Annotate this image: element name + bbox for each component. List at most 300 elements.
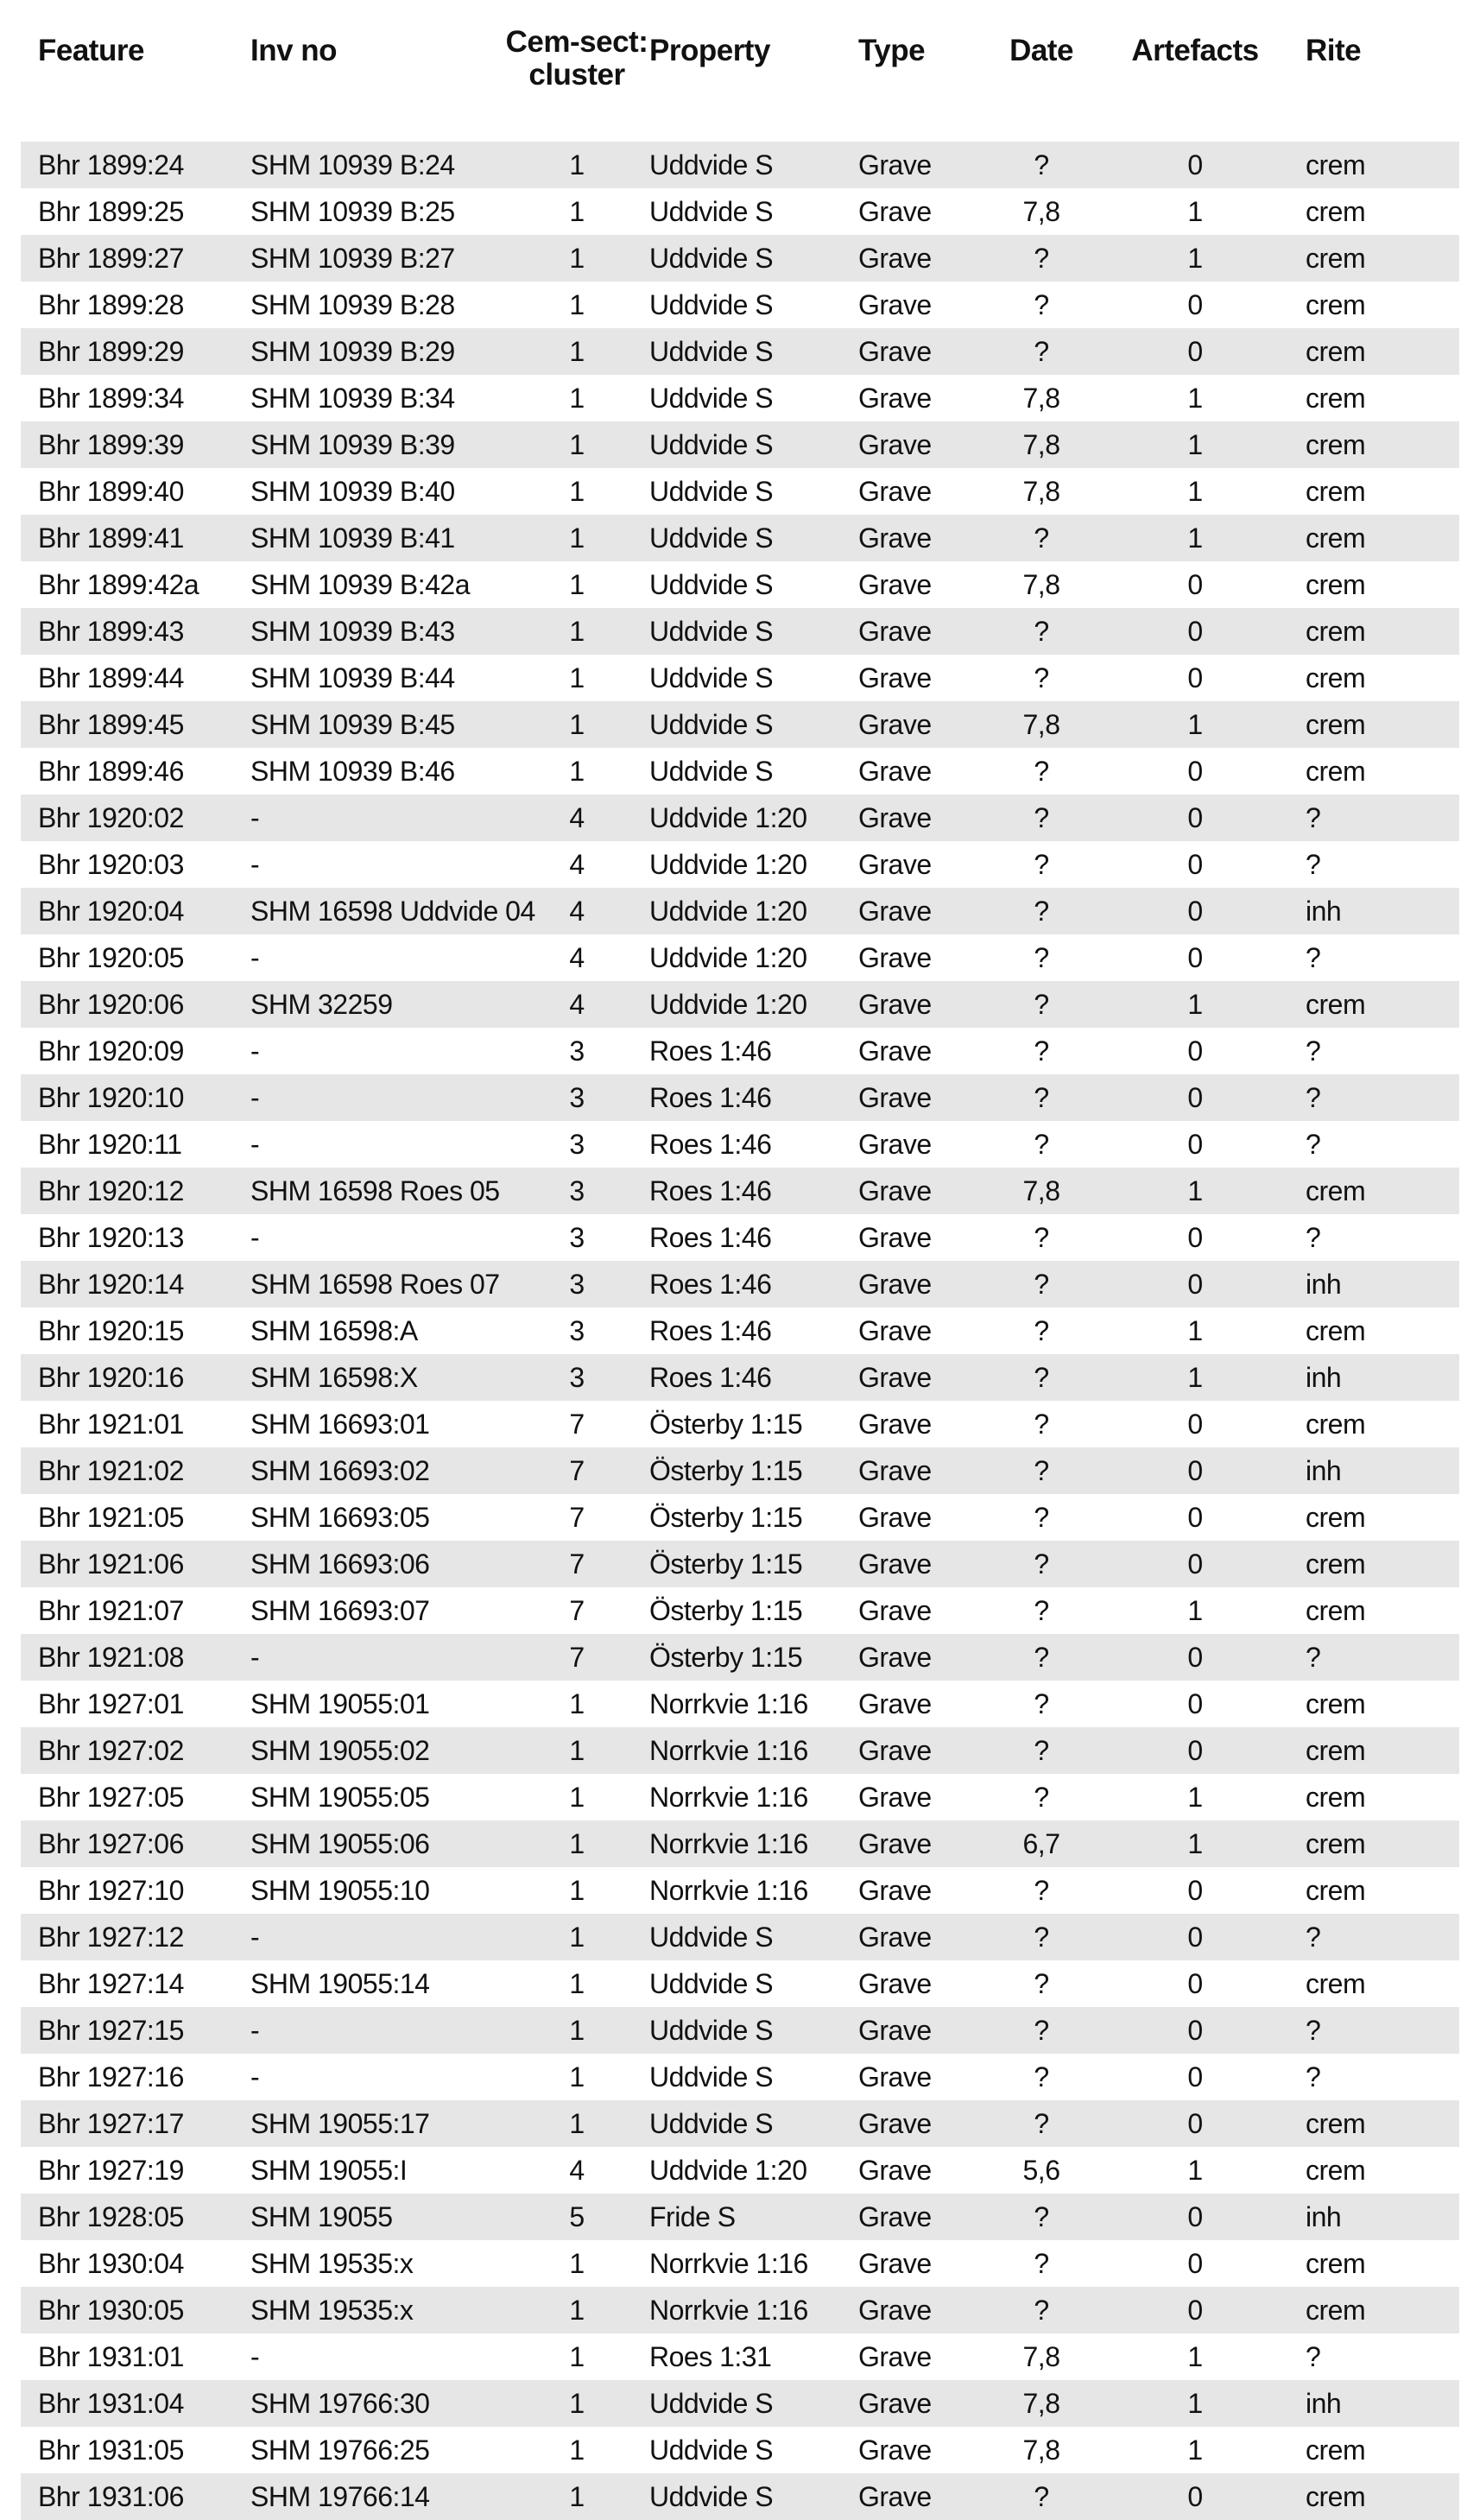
cell-inv-no: SHM 10939 B:40 [233, 468, 504, 515]
table-row [21, 1214, 1459, 1261]
cell-rite: ? [1288, 841, 1459, 888]
cell-feature: Bhr 1920:12 [21, 1168, 233, 1214]
table-row [21, 1914, 1459, 1960]
cell-rite: ? [1288, 1214, 1459, 1261]
grave-features-table [21, 0, 1459, 2520]
table-row [21, 2100, 1459, 2147]
cell-type: Grave [841, 282, 981, 328]
cell-feature: Bhr 1899:24 [21, 142, 233, 188]
cell-inv-no: SHM 16693:01 [233, 1401, 504, 1447]
cell-cem-sect-cluster: 1 [504, 2287, 649, 2333]
cell-inv-no: SHM 16693:07 [233, 1587, 504, 1634]
cell-cem-sect-cluster: 3 [504, 1214, 649, 1261]
cell-date: ? [981, 2240, 1102, 2287]
cell-inv-no: SHM 19766:14 [233, 2473, 504, 2520]
cell-type: Grave [841, 701, 981, 748]
cell-artefacts: 0 [1102, 1541, 1288, 1587]
cell-date: 7,8 [981, 2333, 1102, 2380]
cell-date: ? [981, 1727, 1102, 1774]
cell-inv-no: SHM 10939 B:29 [233, 328, 504, 375]
cell-artefacts: 0 [1102, 2194, 1288, 2240]
cell-inv-no: - [233, 1634, 504, 1681]
table-row [21, 2054, 1459, 2100]
cell-feature: Bhr 1921:01 [21, 1401, 233, 1447]
cell-rite: crem [1288, 2287, 1459, 2333]
cell-date: ? [981, 1634, 1102, 1681]
cell-type: Grave [841, 2427, 981, 2473]
cell-rite: crem [1288, 1727, 1459, 1774]
cell-date: ? [981, 748, 1102, 795]
cell-feature: Bhr 1920:13 [21, 1214, 233, 1261]
cell-property: Uddvide S [649, 235, 841, 282]
cell-artefacts: 0 [1102, 1634, 1288, 1681]
cell-inv-no: SHM 19055:17 [233, 2100, 504, 2147]
table-row [21, 1774, 1459, 1820]
cell-artefacts: 1 [1102, 2380, 1288, 2427]
cell-type: Grave [841, 515, 981, 561]
cell-type: Grave [841, 561, 981, 608]
table-row [21, 2427, 1459, 2473]
cell-rite: crem [1288, 468, 1459, 515]
cell-inv-no: SHM 10939 B:27 [233, 235, 504, 282]
cell-artefacts: 0 [1102, 748, 1288, 795]
table-row [21, 608, 1459, 655]
cell-type: Grave [841, 2100, 981, 2147]
cell-feature: Bhr 1920:03 [21, 841, 233, 888]
cell-artefacts: 1 [1102, 1354, 1288, 1401]
table-row [21, 1401, 1459, 1447]
cell-feature: Bhr 1928:05 [21, 2194, 233, 2240]
cell-type: Grave [841, 2333, 981, 2380]
cell-date: ? [981, 1867, 1102, 1914]
table-row [21, 1494, 1459, 1541]
cell-rite: crem [1288, 608, 1459, 655]
cell-artefacts: 0 [1102, 2240, 1288, 2287]
cell-feature: Bhr 1920:06 [21, 981, 233, 1028]
cell-artefacts: 1 [1102, 1168, 1288, 1214]
cell-rite: crem [1288, 2473, 1459, 2520]
cell-rite: inh [1288, 1354, 1459, 1401]
cell-inv-no: - [233, 1074, 504, 1121]
cell-rite: ? [1288, 1914, 1459, 1960]
cell-feature: Bhr 1899:45 [21, 701, 233, 748]
cell-date: ? [981, 1541, 1102, 1587]
table-row [21, 981, 1459, 1028]
header-rite: Rite [1306, 34, 1362, 67]
cell-type: Grave [841, 468, 981, 515]
cell-feature: Bhr 1899:34 [21, 375, 233, 421]
cell-type: Grave [841, 2380, 981, 2427]
cell-artefacts: 1 [1102, 2427, 1288, 2473]
cell-type: Grave [841, 2007, 981, 2054]
cell-rite: ? [1288, 2333, 1459, 2380]
cell-artefacts: 0 [1102, 2473, 1288, 2520]
cell-cem-sect-cluster: 1 [504, 2100, 649, 2147]
cell-property: Uddvide 1:20 [649, 888, 841, 934]
cell-feature: Bhr 1930:04 [21, 2240, 233, 2287]
cell-inv-no: - [233, 1028, 504, 1074]
table-row [21, 468, 1459, 515]
cell-property: Roes 1:46 [649, 1074, 841, 1121]
cell-rite: ? [1288, 1121, 1459, 1168]
cell-rite: crem [1288, 981, 1459, 1028]
cell-date: ? [981, 2194, 1102, 2240]
cell-property: Norrkvie 1:16 [649, 1867, 841, 1914]
cell-type: Grave [841, 1168, 981, 1214]
cell-feature: Bhr 1921:05 [21, 1494, 233, 1541]
cell-date: ? [981, 1447, 1102, 1494]
cell-cem-sect-cluster: 7 [504, 1634, 649, 1681]
cell-rite: crem [1288, 328, 1459, 375]
cell-property: Uddvide S [649, 2054, 841, 2100]
cell-cem-sect-cluster: 1 [504, 1914, 649, 1960]
cell-inv-no: SHM 16598:X [233, 1354, 504, 1401]
cell-artefacts: 0 [1102, 1914, 1288, 1960]
table-row [21, 934, 1459, 981]
table-row [21, 2473, 1459, 2520]
cell-inv-no: SHM 19535:x [233, 2240, 504, 2287]
table-row [21, 2287, 1459, 2333]
cell-feature: Bhr 1899:39 [21, 421, 233, 468]
cell-artefacts: 1 [1102, 235, 1288, 282]
cell-inv-no: SHM 10939 B:41 [233, 515, 504, 561]
cell-cem-sect-cluster: 1 [504, 1727, 649, 1774]
cell-feature: Bhr 1931:06 [21, 2473, 233, 2520]
cell-inv-no: SHM 16693:06 [233, 1541, 504, 1587]
cell-type: Grave [841, 1494, 981, 1541]
cell-date: ? [981, 1121, 1102, 1168]
cell-date: ? [981, 2007, 1102, 2054]
cell-inv-no: - [233, 795, 504, 841]
cell-feature: Bhr 1899:27 [21, 235, 233, 282]
cell-cem-sect-cluster: 1 [504, 655, 649, 701]
cell-type: Grave [841, 2147, 981, 2194]
cell-property: Uddvide S [649, 375, 841, 421]
cell-date: 7,8 [981, 2380, 1102, 2427]
cell-property: Uddvide S [649, 188, 841, 235]
cell-date: ? [981, 841, 1102, 888]
cell-cem-sect-cluster: 1 [504, 1867, 649, 1914]
cell-property: Uddvide S [649, 2427, 841, 2473]
table-row [21, 421, 1459, 468]
table-row [21, 1634, 1459, 1681]
cell-property: Österby 1:15 [649, 1401, 841, 1447]
cell-rite: crem [1288, 1307, 1459, 1354]
cell-date: ? [981, 1307, 1102, 1354]
cell-feature: Bhr 1920:02 [21, 795, 233, 841]
cell-cem-sect-cluster: 1 [504, 282, 649, 328]
cell-date: ? [981, 2054, 1102, 2100]
cell-property: Österby 1:15 [649, 1494, 841, 1541]
table-row [21, 1354, 1459, 1401]
cell-cem-sect-cluster: 1 [504, 1774, 649, 1820]
cell-cem-sect-cluster: 4 [504, 2147, 649, 2194]
cell-feature: Bhr 1920:16 [21, 1354, 233, 1401]
table-row [21, 2007, 1459, 2054]
cell-cem-sect-cluster: 4 [504, 841, 649, 888]
cell-property: Uddvide S [649, 655, 841, 701]
table-row [21, 2333, 1459, 2380]
cell-type: Grave [841, 1214, 981, 1261]
table-row [21, 235, 1459, 282]
cell-artefacts: 1 [1102, 468, 1288, 515]
cell-rite: crem [1288, 2240, 1459, 2287]
cell-inv-no: - [233, 2007, 504, 2054]
cell-inv-no: SHM 19055:10 [233, 1867, 504, 1914]
cell-feature: Bhr 1927:16 [21, 2054, 233, 2100]
cell-date: ? [981, 328, 1102, 375]
cell-inv-no: SHM 19055:02 [233, 1727, 504, 1774]
cell-feature: Bhr 1920:11 [21, 1121, 233, 1168]
cell-property: Uddvide 1:20 [649, 795, 841, 841]
cell-property: Uddvide S [649, 2380, 841, 2427]
cell-inv-no: SHM 19766:25 [233, 2427, 504, 2473]
cell-inv-no: SHM 19055:14 [233, 1960, 504, 2007]
cell-type: Grave [841, 1121, 981, 1168]
cell-artefacts: 0 [1102, 1960, 1288, 2007]
cell-type: Grave [841, 1028, 981, 1074]
cell-date: ? [981, 1261, 1102, 1307]
cell-rite: inh [1288, 2194, 1459, 2240]
cell-cem-sect-cluster: 7 [504, 1447, 649, 1494]
cell-feature: Bhr 1927:17 [21, 2100, 233, 2147]
cell-inv-no: SHM 19055:05 [233, 1774, 504, 1820]
cell-cem-sect-cluster: 1 [504, 561, 649, 608]
cell-type: Grave [841, 608, 981, 655]
cell-date: ? [981, 2473, 1102, 2520]
cell-artefacts: 1 [1102, 1587, 1288, 1634]
table-header [21, 0, 1459, 142]
cell-feature: Bhr 1930:05 [21, 2287, 233, 2333]
cell-date: ? [981, 2100, 1102, 2147]
cell-rite: inh [1288, 1447, 1459, 1494]
cell-inv-no: SHM 10939 B:44 [233, 655, 504, 701]
cell-type: Grave [841, 1307, 981, 1354]
cell-property: Österby 1:15 [649, 1541, 841, 1587]
cell-feature: Bhr 1921:08 [21, 1634, 233, 1681]
cell-property: Norrkvie 1:16 [649, 1681, 841, 1727]
cell-rite: inh [1288, 888, 1459, 934]
cell-cem-sect-cluster: 7 [504, 1401, 649, 1447]
table-row [21, 1168, 1459, 1214]
cell-type: Grave [841, 328, 981, 375]
table-row [21, 701, 1459, 748]
cell-artefacts: 0 [1102, 1214, 1288, 1261]
cell-date: ? [981, 235, 1102, 282]
cell-inv-no: - [233, 1121, 504, 1168]
header-type: Type [858, 34, 926, 67]
cell-date: ? [981, 934, 1102, 981]
cell-artefacts: 1 [1102, 2333, 1288, 2380]
cell-type: Grave [841, 1727, 981, 1774]
cell-date: 7,8 [981, 468, 1102, 515]
table-row [21, 655, 1459, 701]
cell-artefacts: 0 [1102, 1867, 1288, 1914]
cell-property: Uddvide 1:20 [649, 934, 841, 981]
cell-artefacts: 1 [1102, 701, 1288, 748]
cell-inv-no: SHM 10939 B:28 [233, 282, 504, 328]
cell-feature: Bhr 1931:05 [21, 2427, 233, 2473]
cell-rite: ? [1288, 1028, 1459, 1074]
cell-cem-sect-cluster: 7 [504, 1587, 649, 1634]
cell-cem-sect-cluster: 1 [504, 2427, 649, 2473]
cell-feature: Bhr 1899:43 [21, 608, 233, 655]
cell-type: Grave [841, 2473, 981, 2520]
cell-feature: Bhr 1931:04 [21, 2380, 233, 2427]
cell-date: ? [981, 1401, 1102, 1447]
cell-date: ? [981, 981, 1102, 1028]
cell-rite: crem [1288, 1541, 1459, 1587]
cell-cem-sect-cluster: 1 [504, 235, 649, 282]
table-row [21, 841, 1459, 888]
cell-date: ? [981, 1960, 1102, 2007]
cell-cem-sect-cluster: 1 [504, 2054, 649, 2100]
document-page [21, 0, 1459, 2512]
cell-feature: Bhr 1899:41 [21, 515, 233, 561]
cell-property: Roes 1:46 [649, 1307, 841, 1354]
cell-artefacts: 0 [1102, 1681, 1288, 1727]
cell-rite: crem [1288, 421, 1459, 468]
cell-feature: Bhr 1899:28 [21, 282, 233, 328]
header-artefacts: Artefacts [1131, 34, 1259, 67]
cell-inv-no: SHM 16693:02 [233, 1447, 504, 1494]
table-row [21, 375, 1459, 421]
cell-feature: Bhr 1920:09 [21, 1028, 233, 1074]
table-row [21, 188, 1459, 235]
cell-feature: Bhr 1927:01 [21, 1681, 233, 1727]
cell-artefacts: 1 [1102, 515, 1288, 561]
cell-artefacts: 0 [1102, 608, 1288, 655]
cell-feature: Bhr 1899:44 [21, 655, 233, 701]
cell-rite: crem [1288, 282, 1459, 328]
cell-type: Grave [841, 375, 981, 421]
cell-feature: Bhr 1927:06 [21, 1820, 233, 1867]
cell-type: Grave [841, 1447, 981, 1494]
cell-rite: crem [1288, 1681, 1459, 1727]
cell-property: Uddvide 1:20 [649, 841, 841, 888]
cell-date: ? [981, 1028, 1102, 1074]
cell-cem-sect-cluster: 1 [504, 188, 649, 235]
cell-feature: Bhr 1899:40 [21, 468, 233, 515]
header-cem-sect-line2: cluster [528, 58, 625, 92]
cell-feature: Bhr 1899:46 [21, 748, 233, 795]
cell-property: Norrkvie 1:16 [649, 1727, 841, 1774]
cell-artefacts: 0 [1102, 795, 1288, 841]
cell-type: Grave [841, 748, 981, 795]
cell-rite: crem [1288, 2427, 1459, 2473]
table-row [21, 1541, 1459, 1587]
cell-feature: Bhr 1899:42a [21, 561, 233, 608]
cell-property: Uddvide S [649, 515, 841, 561]
cell-date: ? [981, 1214, 1102, 1261]
cell-artefacts: 1 [1102, 2147, 1288, 2194]
cell-type: Grave [841, 421, 981, 468]
cell-property: Uddvide S [649, 2007, 841, 2054]
cell-artefacts: 0 [1102, 841, 1288, 888]
cell-cem-sect-cluster: 1 [504, 701, 649, 748]
cell-date: 7,8 [981, 421, 1102, 468]
header-feature: Feature [38, 34, 144, 67]
header-cem-sect-cluster [504, 0, 649, 142]
cell-cem-sect-cluster: 3 [504, 1307, 649, 1354]
cell-cem-sect-cluster: 1 [504, 421, 649, 468]
cell-date: ? [981, 655, 1102, 701]
cell-property: Uddvide S [649, 328, 841, 375]
cell-artefacts: 0 [1102, 142, 1288, 188]
cell-feature: Bhr 1920:10 [21, 1074, 233, 1121]
cell-cem-sect-cluster: 3 [504, 1028, 649, 1074]
cell-inv-no: SHM 10939 B:24 [233, 142, 504, 188]
cell-rite: crem [1288, 2100, 1459, 2147]
table-row [21, 2240, 1459, 2287]
cell-date: ? [981, 515, 1102, 561]
cell-artefacts: 0 [1102, 2007, 1288, 2054]
table-row [21, 142, 1459, 188]
cell-artefacts: 1 [1102, 421, 1288, 468]
cell-property: Uddvide S [649, 748, 841, 795]
cell-inv-no: SHM 10939 B:43 [233, 608, 504, 655]
cell-type: Grave [841, 1634, 981, 1681]
cell-rite: ? [1288, 934, 1459, 981]
cell-property: Uddvide S [649, 561, 841, 608]
cell-inv-no: SHM 10939 B:25 [233, 188, 504, 235]
cell-property: Uddvide S [649, 701, 841, 748]
cell-property: Roes 1:46 [649, 1261, 841, 1307]
cell-type: Grave [841, 2054, 981, 2100]
cell-cem-sect-cluster: 1 [504, 1820, 649, 1867]
cell-inv-no: - [233, 841, 504, 888]
table-row [21, 1587, 1459, 1634]
cell-rite: crem [1288, 1494, 1459, 1541]
cell-property: Uddvide S [649, 142, 841, 188]
table-row [21, 1960, 1459, 2007]
table-row [21, 795, 1459, 841]
cell-cem-sect-cluster: 1 [504, 748, 649, 795]
cell-type: Grave [841, 142, 981, 188]
cell-type: Grave [841, 795, 981, 841]
table-row [21, 1681, 1459, 1727]
cell-feature: Bhr 1921:07 [21, 1587, 233, 1634]
cell-rite: crem [1288, 561, 1459, 608]
table-row [21, 2380, 1459, 2427]
cell-property: Uddvide S [649, 421, 841, 468]
cell-inv-no: SHM 16598:A [233, 1307, 504, 1354]
table-row [21, 1307, 1459, 1354]
header-cem-sect-line1: Cem-sect: [505, 25, 648, 59]
cell-artefacts: 0 [1102, 888, 1288, 934]
cell-inv-no: SHM 32259 [233, 981, 504, 1028]
cell-date: ? [981, 608, 1102, 655]
cell-feature: Bhr 1927:10 [21, 1867, 233, 1914]
cell-inv-no: SHM 19055:06 [233, 1820, 504, 1867]
cell-property: Norrkvie 1:16 [649, 1774, 841, 1820]
cell-cem-sect-cluster: 7 [504, 1541, 649, 1587]
cell-inv-no: - [233, 1214, 504, 1261]
cell-rite: ? [1288, 2007, 1459, 2054]
cell-date: 7,8 [981, 2427, 1102, 2473]
cell-property: Uddvide S [649, 1914, 841, 1960]
cell-type: Grave [841, 1401, 981, 1447]
cell-date: 6,7 [981, 1820, 1102, 1867]
cell-cem-sect-cluster: 1 [504, 2333, 649, 2380]
cell-artefacts: 1 [1102, 1820, 1288, 1867]
cell-date: ? [981, 1774, 1102, 1820]
cell-date: 7,8 [981, 188, 1102, 235]
cell-property: Roes 1:46 [649, 1121, 841, 1168]
cell-date: 7,8 [981, 701, 1102, 748]
table-row [21, 2147, 1459, 2194]
cell-property: Fride S [649, 2194, 841, 2240]
